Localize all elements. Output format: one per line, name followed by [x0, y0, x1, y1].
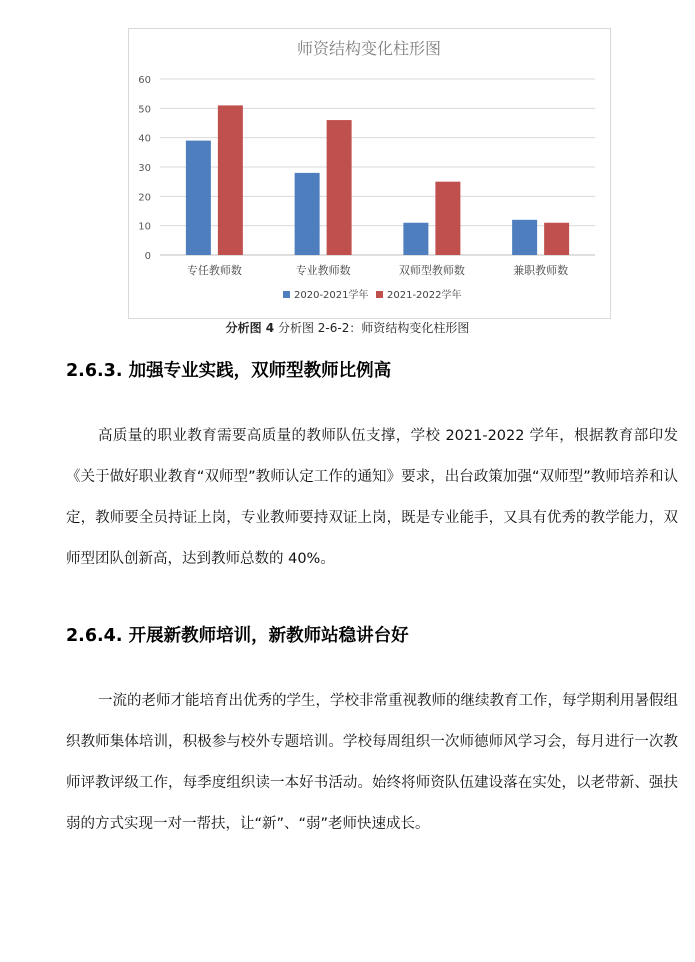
section-paragraph-2-6-4	[66, 681, 678, 845]
chart-svg	[129, 29, 610, 318]
bar-2	[544, 223, 569, 255]
section-heading-2-6-4: 2.6.4. 开展新教师培训，新教师站稳讲台好	[66, 626, 409, 646]
legend-swatch	[376, 291, 383, 298]
bar-2	[327, 120, 352, 255]
y-tick-label: 0	[144, 251, 151, 262]
legend-label: 2021-2022学年	[387, 290, 462, 301]
x-tick-label: 兼职教师数	[513, 264, 569, 277]
y-tick-label: 10	[138, 221, 151, 233]
x-tick-label: 双师型教师数	[398, 264, 465, 277]
y-tick-label: 30	[138, 163, 151, 174]
legend-swatch	[283, 291, 290, 298]
paragraph-text: 一流的老师才能培育出优秀的学生，学校非常重视教师的继续教育工作，每学期利用暑假组织教师集体培训，积极参与校外专题培训。学校每周组织一次师德师风学习会，每月进行一次教师评教评级工作，每季度组织读一本好书活动。始终将师资队伍建设落在实处，以老带新、强扶弱的方式实现一对一帮扶，让“新”、“弱”老师快速成长。	[66, 693, 678, 832]
paragraph-text: 高质量的职业教育需要高质量的教师队伍支撑，学校 2021-2022 学年，根据教育部印发《关于做好职业教育“双师型”教师认定工作的通知》要求，出台政策加强“双师型”教师培养和认定，教师要全员持证上岗，专业教师要持双证上岗，既是专业能手，又具有优秀的教学能力，双师型团队创新高，达到教师总数的 40%。	[66, 428, 678, 567]
y-tick-label: 20	[138, 192, 151, 204]
figure-caption-label: 分析图 4	[225, 321, 275, 335]
bar-1	[295, 173, 320, 255]
y-tick-label: 40	[138, 133, 151, 145]
bar-chart	[128, 28, 611, 319]
figure-caption	[0, 319, 695, 336]
bar-1	[403, 223, 428, 255]
section-heading-2-6-3: 2.6.3. 加强专业实践，双师型教师比例高	[66, 361, 392, 381]
x-tick-label: 专任教师数	[186, 264, 242, 277]
figure-caption-text: 分析图 2-6-2：师资结构变化柱形图	[274, 321, 470, 335]
legend-label: 2020-2021学年	[294, 290, 369, 301]
bar-2	[218, 105, 243, 255]
y-tick-label: 60	[138, 75, 151, 86]
section-paragraph-2-6-3	[66, 416, 678, 580]
bar-2	[435, 182, 460, 255]
chart-title: 师资结构变化柱形图	[296, 39, 442, 58]
x-tick-label: 专业教师数	[295, 264, 351, 277]
bar-1	[186, 141, 211, 255]
bar-1	[512, 220, 537, 255]
y-tick-label: 50	[138, 104, 151, 116]
